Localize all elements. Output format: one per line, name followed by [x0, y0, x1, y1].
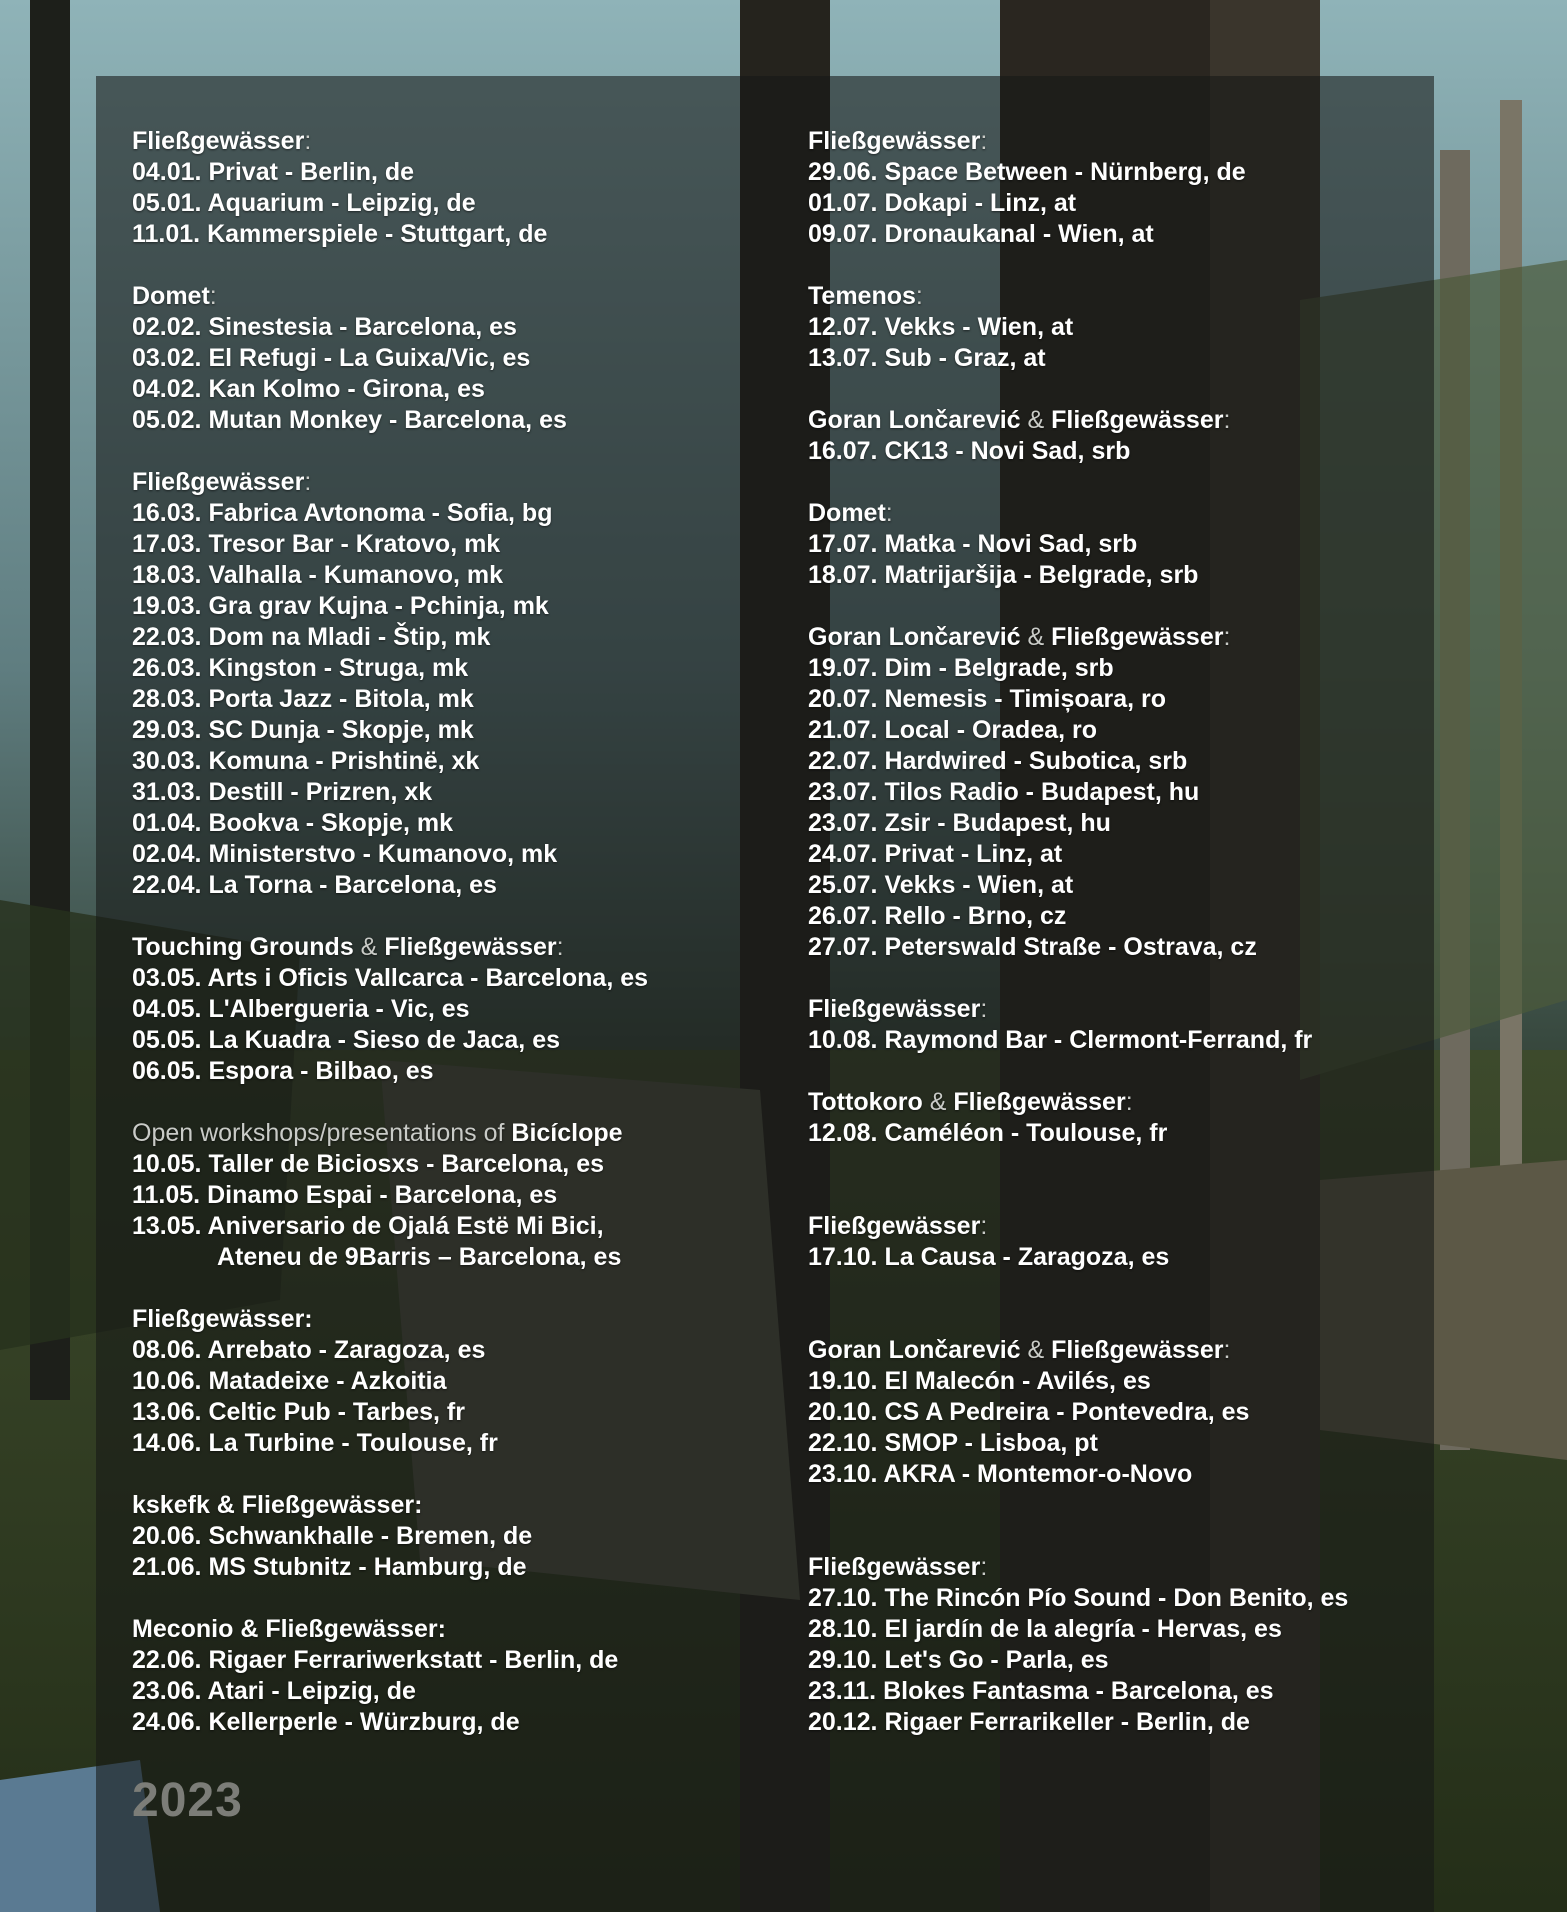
tour-date-entry: 10.06. Matadeixe - Azkoitia: [132, 1367, 447, 1395]
tour-date-entry: 27.07. Peterswald Straße - Ostrava, cz: [808, 933, 1257, 961]
heading-connector: &: [1020, 623, 1052, 651]
tour-date-entry: 04.05. L'Albergueria - Vic, es: [132, 995, 470, 1023]
spacer: [808, 374, 1348, 405]
heading-connector: &: [353, 933, 385, 961]
tour-date-entry: 20.07. Nemesis - Timișoara, ro: [808, 685, 1167, 713]
heading-artist: Fließgewässer: [953, 1088, 1126, 1116]
tour-date-entry: 29.06. Space Between - Nürnberg, de: [808, 158, 1246, 186]
tour-date-entry: 12.07. Vekks - Wien, at: [808, 313, 1074, 341]
artist-heading: [808, 994, 1348, 1025]
heading-artist: Fließgewässer: [1051, 1336, 1224, 1364]
tour-date-entry: 22.10. SMOP - Lisboa, pt: [808, 1429, 1098, 1457]
spacer: [808, 250, 1348, 281]
heading-artist: Fließgewässer: [1051, 623, 1224, 651]
tour-date-entry: 20.10. CS A Pedreira - Pontevedra, es: [808, 1398, 1250, 1426]
heading-connector: Open workshops/presentations of: [132, 1119, 512, 1147]
tour-date-entry: 02.04. Ministerstvo - Kumanovo, mk: [132, 840, 558, 868]
heading-artist: Goran Lončarević: [808, 623, 1021, 651]
tour-date-entry: 26.03. Kingston - Struga, mk: [132, 654, 469, 682]
heading-artist: Fließgewässer: [1051, 406, 1224, 434]
tour-date-entry: 13.06. Celtic Pub - Tarbes, fr: [132, 1398, 465, 1426]
tour-date-entry: 19.10. El Malecón - Avilés, es: [808, 1367, 1151, 1395]
artist-heading: [132, 1118, 648, 1149]
heading-artist: Fließgewässer: [384, 933, 557, 961]
artist-heading: [132, 1614, 648, 1645]
heading-connector: :: [209, 282, 217, 310]
tour-date-entry: 23.10. AKRA - Montemor-o-Novo: [808, 1460, 1193, 1488]
tour-date-entry: 16.07. CK13 - Novi Sad, srb: [808, 437, 1131, 465]
heading-connector: :: [304, 468, 312, 496]
spacer: [132, 436, 648, 467]
artist-heading: [808, 405, 1348, 436]
heading-connector: :: [1223, 406, 1231, 434]
heading-artist: Domet: [132, 282, 210, 310]
spacer: [808, 1180, 1348, 1211]
tour-date-entry: 12.08. Caméléon - Toulouse, fr: [808, 1119, 1168, 1147]
artist-heading: [808, 1552, 1348, 1583]
heading-artist: Goran Lončarević: [808, 1336, 1021, 1364]
heading-connector: :: [915, 282, 923, 310]
spacer: [132, 1273, 648, 1304]
artist-heading: [132, 1490, 648, 1521]
tour-date-entry: 03.02. El Refugi - La Guixa/Vic, es: [132, 344, 531, 372]
tour-date-entry: 05.01. Aquarium - Leipzig, de: [132, 189, 476, 217]
tour-date-entry: 23.11. Blokes Fantasma - Barcelona, es: [808, 1677, 1274, 1705]
heading-connector: :: [1125, 1088, 1133, 1116]
tour-date-entry: 10.08. Raymond Bar - Clermont-Ferrand, fr: [808, 1026, 1313, 1054]
tour-date-entry: 01.04. Bookva - Skopje, mk: [132, 809, 453, 837]
heading-artist: Fließgewässer: [808, 995, 981, 1023]
artist-heading: [808, 1335, 1348, 1366]
tour-date-entry: 06.05. Espora - Bilbao, es: [132, 1057, 434, 1085]
artist-heading: [808, 1087, 1348, 1118]
heading-connector: &: [1020, 1336, 1052, 1364]
spacer: [132, 250, 648, 281]
schedule-right-column: [808, 126, 1348, 1738]
tour-date-entry: 23.06. Atari - Leipzig, de: [132, 1677, 416, 1705]
heading-artist: Bicíclope: [511, 1119, 623, 1147]
heading-connector: :: [980, 995, 988, 1023]
heading-artist: Fließgewässer: [808, 127, 981, 155]
tour-date-entry: 19.03. Gra grav Kujna - Pchinja, mk: [132, 592, 549, 620]
tour-date-entry: 31.03. Destill - Prizren, xk: [132, 778, 433, 806]
tour-date-entry: 03.05. Arts i Oficis Vallcarca - Barcelona, es: [132, 964, 649, 992]
tour-date-entry: 23.07. Tilos Radio - Budapest, hu: [808, 778, 1200, 806]
tour-date-entry: 29.10. Let's Go - Parla, es: [808, 1646, 1109, 1674]
tour-date-entry: 18.07. Matrijaršija - Belgrade, srb: [808, 561, 1199, 589]
heading-connector: :: [980, 1212, 988, 1240]
artist-heading: [132, 1304, 648, 1335]
heading-connector: :: [980, 1553, 988, 1581]
year-label: 2023: [132, 1774, 243, 1827]
artist-heading: [808, 622, 1348, 653]
tour-date-continuation: Ateneu de 9Barris – Barcelona, es: [217, 1243, 622, 1271]
tour-date-entry: 29.03. SC Dunja - Skopje, mk: [132, 716, 474, 744]
spacer: [808, 1304, 1348, 1335]
tour-date-entry: 17.07. Matka - Novi Sad, srb: [808, 530, 1138, 558]
tour-date-entry: 20.06. Schwankhalle - Bremen, de: [132, 1522, 533, 1550]
spacer: [132, 901, 648, 932]
tour-date-entry: 22.07. Hardwired - Subotica, srb: [808, 747, 1188, 775]
heading-connector: &: [1020, 406, 1052, 434]
tour-date-entry: 30.03. Komuna - Prishtinë, xk: [132, 747, 480, 775]
heading-connector: :: [556, 933, 564, 961]
artist-heading: [132, 932, 648, 963]
spacer: [132, 1087, 648, 1118]
heading-artist: Fließgewässer: [808, 1553, 981, 1581]
heading-connector: &: [922, 1088, 954, 1116]
tour-date-entry: 17.10. La Causa - Zaragoza, es: [808, 1243, 1170, 1271]
tour-date-entry: 24.06. Kellerperle - Würzburg, de: [132, 1708, 520, 1736]
tour-date-entry: 05.05. La Kuadra - Sieso de Jaca, es: [132, 1026, 561, 1054]
artist-heading: [808, 126, 1348, 157]
heading-artist: kskefk & Fließgewässer:: [132, 1491, 423, 1519]
artist-heading: [808, 1211, 1348, 1242]
tour-date-entry: 22.03. Dom na Mladi - Štip, mk: [132, 623, 491, 651]
heading-artist: Fließgewässer:: [132, 1305, 313, 1333]
spacer: [808, 1490, 1348, 1521]
tour-date-entry: 19.07. Dim - Belgrade, srb: [808, 654, 1114, 682]
tour-date-entry: 20.12. Rigaer Ferrarikeller - Berlin, de: [808, 1708, 1250, 1736]
tour-date-entry: 01.07. Dokapi - Linz, at: [808, 189, 1077, 217]
tour-date-entry: 22.06. Rigaer Ferrariwerkstatt - Berlin, de: [132, 1646, 619, 1674]
spacer: [808, 1149, 1348, 1180]
artist-heading: [808, 281, 1348, 312]
tour-date-entry: 28.10. El jardín de la alegría - Hervas, es: [808, 1615, 1282, 1643]
heading-connector: :: [304, 127, 312, 155]
heading-artist: Goran Lončarević: [808, 406, 1021, 434]
artist-heading: [808, 498, 1348, 529]
tour-date-entry: 11.05. Dinamo Espai - Barcelona, es: [132, 1181, 558, 1209]
spacer: [808, 591, 1348, 622]
tour-date-entry: 25.07. Vekks - Wien, at: [808, 871, 1074, 899]
artist-heading: [132, 126, 648, 157]
heading-artist: Meconio & Fließgewässer:: [132, 1615, 446, 1643]
tour-date-entry: 22.04. La Torna - Barcelona, es: [132, 871, 497, 899]
tour-date-entry: 13.05. Aniversario de Ojalá Estë Mi Bici,: [132, 1212, 604, 1240]
heading-connector: :: [1223, 623, 1231, 651]
heading-artist: Temenos: [808, 282, 916, 310]
heading-connector: :: [1223, 1336, 1231, 1364]
spacer: [808, 467, 1348, 498]
heading-artist: Domet: [808, 499, 886, 527]
tour-date-entry: 11.01. Kammerspiele - Stuttgart, de: [132, 220, 548, 248]
tour-date-entry: 08.06. Arrebato - Zaragoza, es: [132, 1336, 486, 1364]
artist-heading: [132, 281, 648, 312]
tour-date-entry: 21.06. MS Stubnitz - Hamburg, de: [132, 1553, 527, 1581]
tour-date-entry: 10.05. Taller de Biciosxs - Barcelona, es: [132, 1150, 604, 1178]
heading-artist: Fließgewässer: [132, 127, 305, 155]
heading-artist: Touching Grounds: [132, 933, 354, 961]
tour-date-entry: 26.07. Rello - Brno, cz: [808, 902, 1067, 930]
spacer: [132, 1583, 648, 1614]
tour-date-entry: 05.02. Mutan Monkey - Barcelona, es: [132, 406, 567, 434]
heading-artist: Fließgewässer: [808, 1212, 981, 1240]
schedule-left-column: [132, 126, 648, 1738]
tour-date-entry: 02.02. Sinestesia - Barcelona, es: [132, 313, 517, 341]
artist-heading: [132, 467, 648, 498]
tour-date-entry: 27.10. The Rincón Pío Sound - Don Benito, es: [808, 1584, 1349, 1612]
tour-date-entry: 14.06. La Turbine - Toulouse, fr: [132, 1429, 498, 1457]
tour-date-entry: 18.03. Valhalla - Kumanovo, mk: [132, 561, 503, 589]
heading-connector: :: [980, 127, 988, 155]
spacer: [132, 1459, 648, 1490]
heading-artist: Fließgewässer: [132, 468, 305, 496]
tour-date-entry: 23.07. Zsir - Budapest, hu: [808, 809, 1111, 837]
tour-date-entry: 17.03. Tresor Bar - Kratovo, mk: [132, 530, 501, 558]
spacer: [808, 963, 1348, 994]
tour-date-entry: 09.07. Dronaukanal - Wien, at: [808, 220, 1154, 248]
tour-date-entry: 28.03. Porta Jazz - Bitola, mk: [132, 685, 474, 713]
spacer: [808, 1521, 1348, 1552]
spacer: [808, 1056, 1348, 1087]
spacer: [808, 1273, 1348, 1304]
tour-date-entry: 13.07. Sub - Graz, at: [808, 344, 1046, 372]
heading-artist: Tottokoro: [808, 1088, 923, 1116]
heading-connector: :: [885, 499, 893, 527]
tour-date-entry: 04.01. Privat - Berlin, de: [132, 158, 415, 186]
tour-date-entry: 16.03. Fabrica Avtonoma - Sofia, bg: [132, 499, 553, 527]
tour-date-entry: 24.07. Privat - Linz, at: [808, 840, 1063, 868]
tour-date-entry: 04.02. Kan Kolmo - Girona, es: [132, 375, 485, 403]
tour-date-entry: 21.07. Local - Oradea, ro: [808, 716, 1098, 744]
